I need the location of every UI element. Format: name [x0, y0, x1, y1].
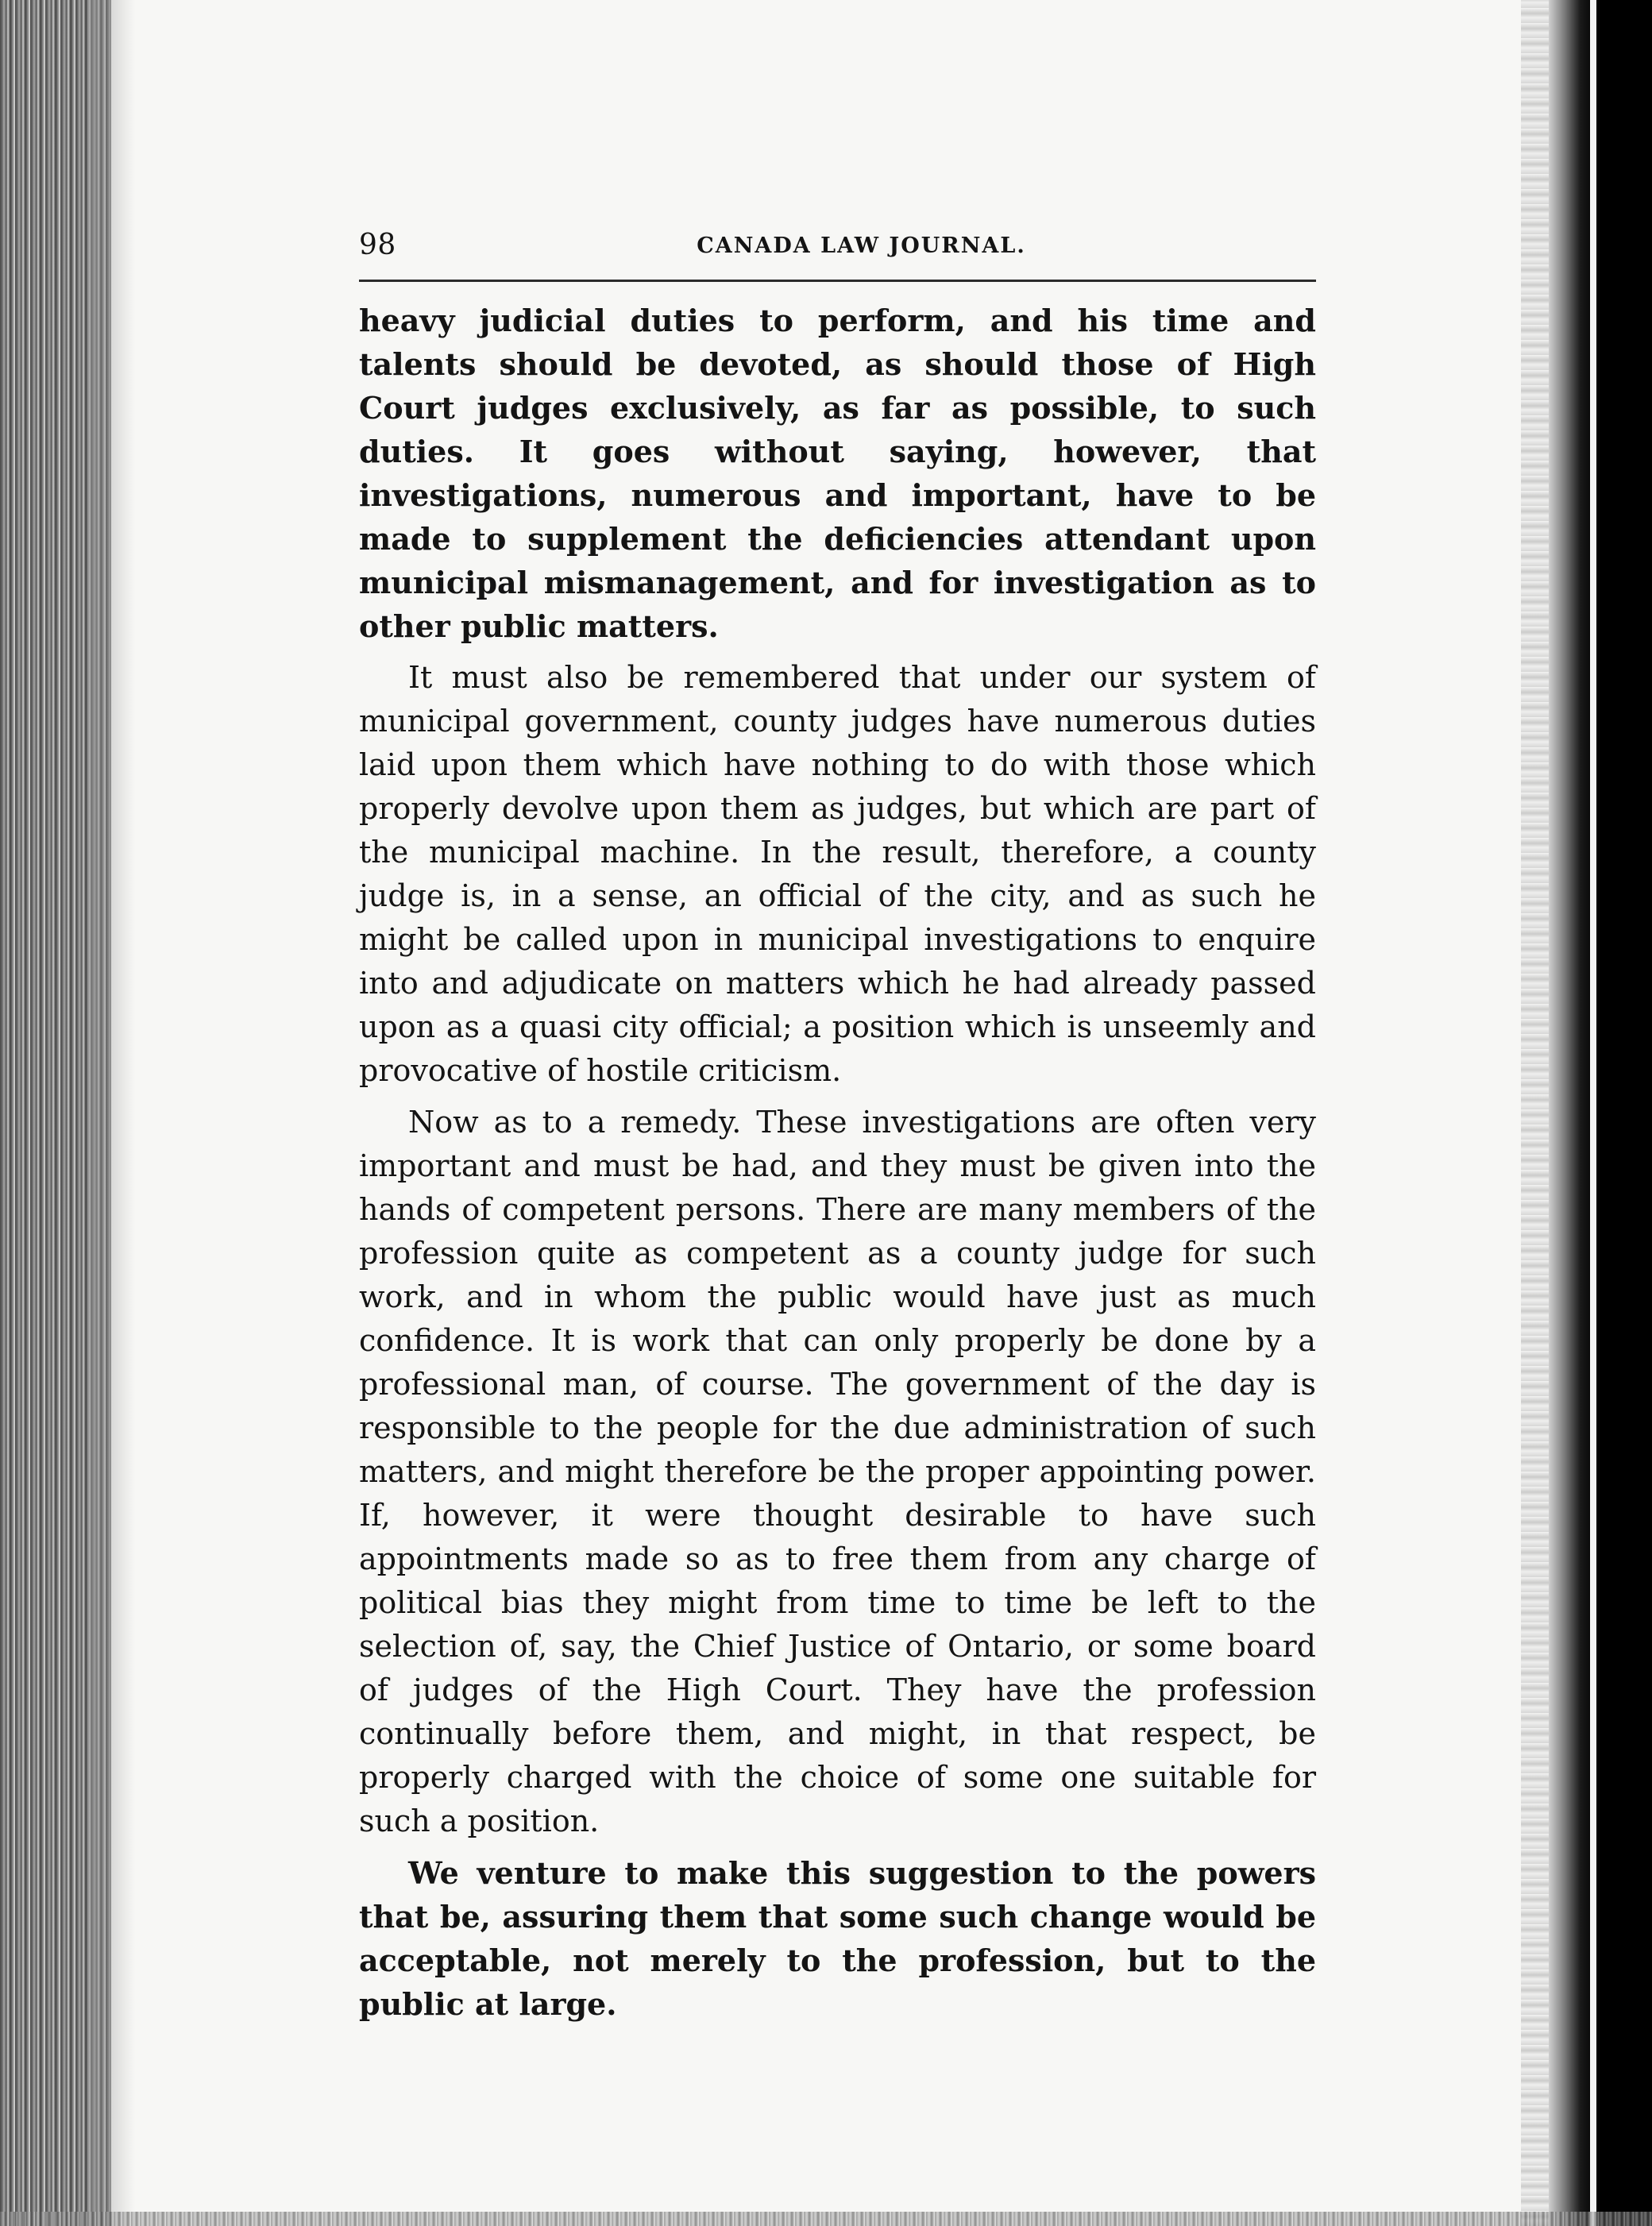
paragraph-4: We venture to make this suggestion to the powers that be, assuring them that some such change would be acceptable, not merely to the profession, but to the public at large.: [359, 1855, 1316, 2022]
header-rule: [359, 280, 1316, 282]
page-edge-texture: [1521, 0, 1553, 2226]
paragraph-3: Now as to a remedy. These investigations are often very important and must be had, and they must be given into the hands of competent persons. There are many members of the profession quite as competent as a county judge for such work, and in whom the public would have just as much confidence. It is work that can only properly be done by a professional man, of course. The government of the day is responsible to the people for the due administration of such matters, and might therefore be the proper appointing power. If, however, it were thought desirable to have such appointments made so as to free them from any charge of political bias they might from time to time be left to the selection of, say, the Chief Justice of Ontario, or some board of judges of the High Court. They have the profession continually before them, and might, in that respect, be properly charged with the choice of some one suitable for such a position.: [359, 1105, 1316, 1838]
journal-title: CANADA LAW JOURNAL.: [697, 233, 1026, 258]
page-stack-edge-right: [1549, 0, 1652, 2226]
page-content: [359, 222, 1316, 2034]
page-number: 98: [359, 229, 396, 261]
page-edge-highlight: [1590, 0, 1596, 2226]
paragraph-2: It must also be remembered that under our system of municipal government, county judges have numerous duties laid upon them which have nothing to do with those which properly devolve upon them as judges, but which are part of the municipal machine. In the result, therefore, a county judge is, in a sense, an official of the city, and as such he might be called upon in municipal investigations to enquire into and adjudicate on matters which he had already passed upon as a quasi city official; a position which is unseemly and provocative of hostile criticism.: [359, 660, 1316, 1088]
page-edge-bottom: [0, 2212, 1652, 2226]
running-head: [359, 222, 1316, 270]
article-body: [359, 299, 1316, 2026]
binding-shadow: [87, 0, 135, 2226]
paragraph-1: heavy judicial duties to perform, and his time and talents should be devoted, as should those of High Court judges exclusively, as far as possible, to such duties. It goes without saying, however, that investigations, numerous and important, have to be made to supplement the deficiencies attendant upon municipal mismanagement, and for investigation as to other public matters.: [359, 303, 1316, 644]
